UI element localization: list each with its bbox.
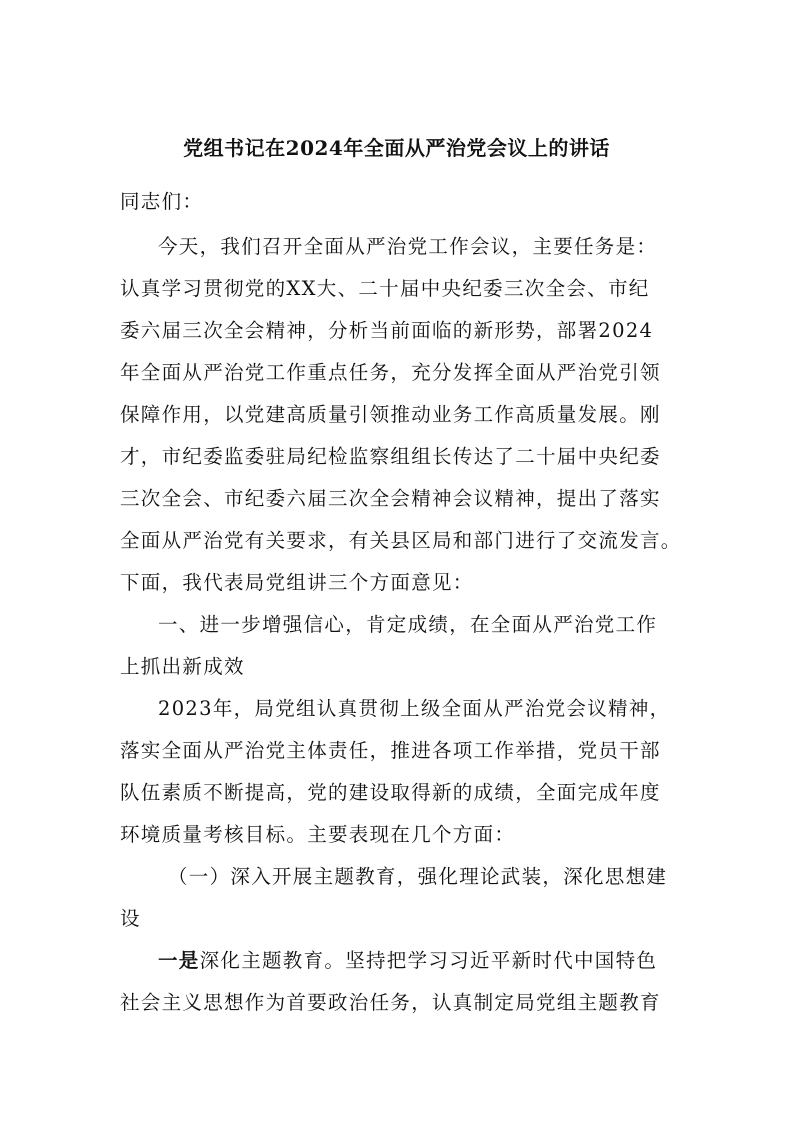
body-line: 环境质量考核目标。主要表现在几个方面： <box>120 823 516 846</box>
greeting: 同志们： <box>120 190 204 213</box>
body-line: 今天，我们召开全面从严治党工作会议，主要任务是： <box>158 235 658 258</box>
section-heading: 一、进一步增强信心，肯定成绩，在全面从严治党工作 <box>158 613 658 636</box>
point-lead: 一是 <box>158 949 200 972</box>
body-line: 委六届三次全会精神，分析当前面临的新形势，部署2024 <box>120 319 654 342</box>
body-line: 队伍素质不断提高，党的建设取得新的成绩，全面完成年度 <box>120 781 661 804</box>
body-line: 年全面从严治党工作重点任务，充分发挥全面从严治党引领 <box>120 361 661 384</box>
subsection-heading: 设 <box>120 907 141 930</box>
body-line: 社会主义思想作为首要政治任务，认真制定局党组主题教育 <box>120 991 661 1014</box>
section-heading: 上抓出新成效 <box>120 655 245 678</box>
document-title: 党组书记在2024年全面从严治党会议上的讲话 <box>183 136 610 160</box>
body-line: 保障作用，以党建高质量引领推动业务工作高质量发展。刚 <box>120 403 661 426</box>
point-text: 深化主题教育。坚持把学习习近平新时代中国特色 <box>199 949 658 972</box>
body-line: 三次全会、市纪委六届三次全会精神会议精神，提出了落实 <box>120 487 661 510</box>
body-line: 落实全面从严治党主体责任，推进各项工作举措，党员干部 <box>120 739 661 762</box>
body-line: 下面，我代表局党组讲三个方面意见： <box>120 571 474 594</box>
body-line <box>158 951 657 971</box>
subsection-heading: （一）深入开展主题教育，强化理论武装，深化思想建 <box>168 865 668 888</box>
body-line: 才，市纪委监委驻局纪检监察组组长传达了二十届中央纪委 <box>120 445 661 468</box>
body-line: 认真学习贯彻党的XX大、二十届中央纪委三次全会、市纪 <box>120 277 650 300</box>
body-line: 2023年，局党组认真贯彻上级全面从严治党会议精神， <box>158 697 671 720</box>
body-line: 全面从严治党有关要求，有关县区局和部门进行了交流发言。 <box>120 529 682 552</box>
